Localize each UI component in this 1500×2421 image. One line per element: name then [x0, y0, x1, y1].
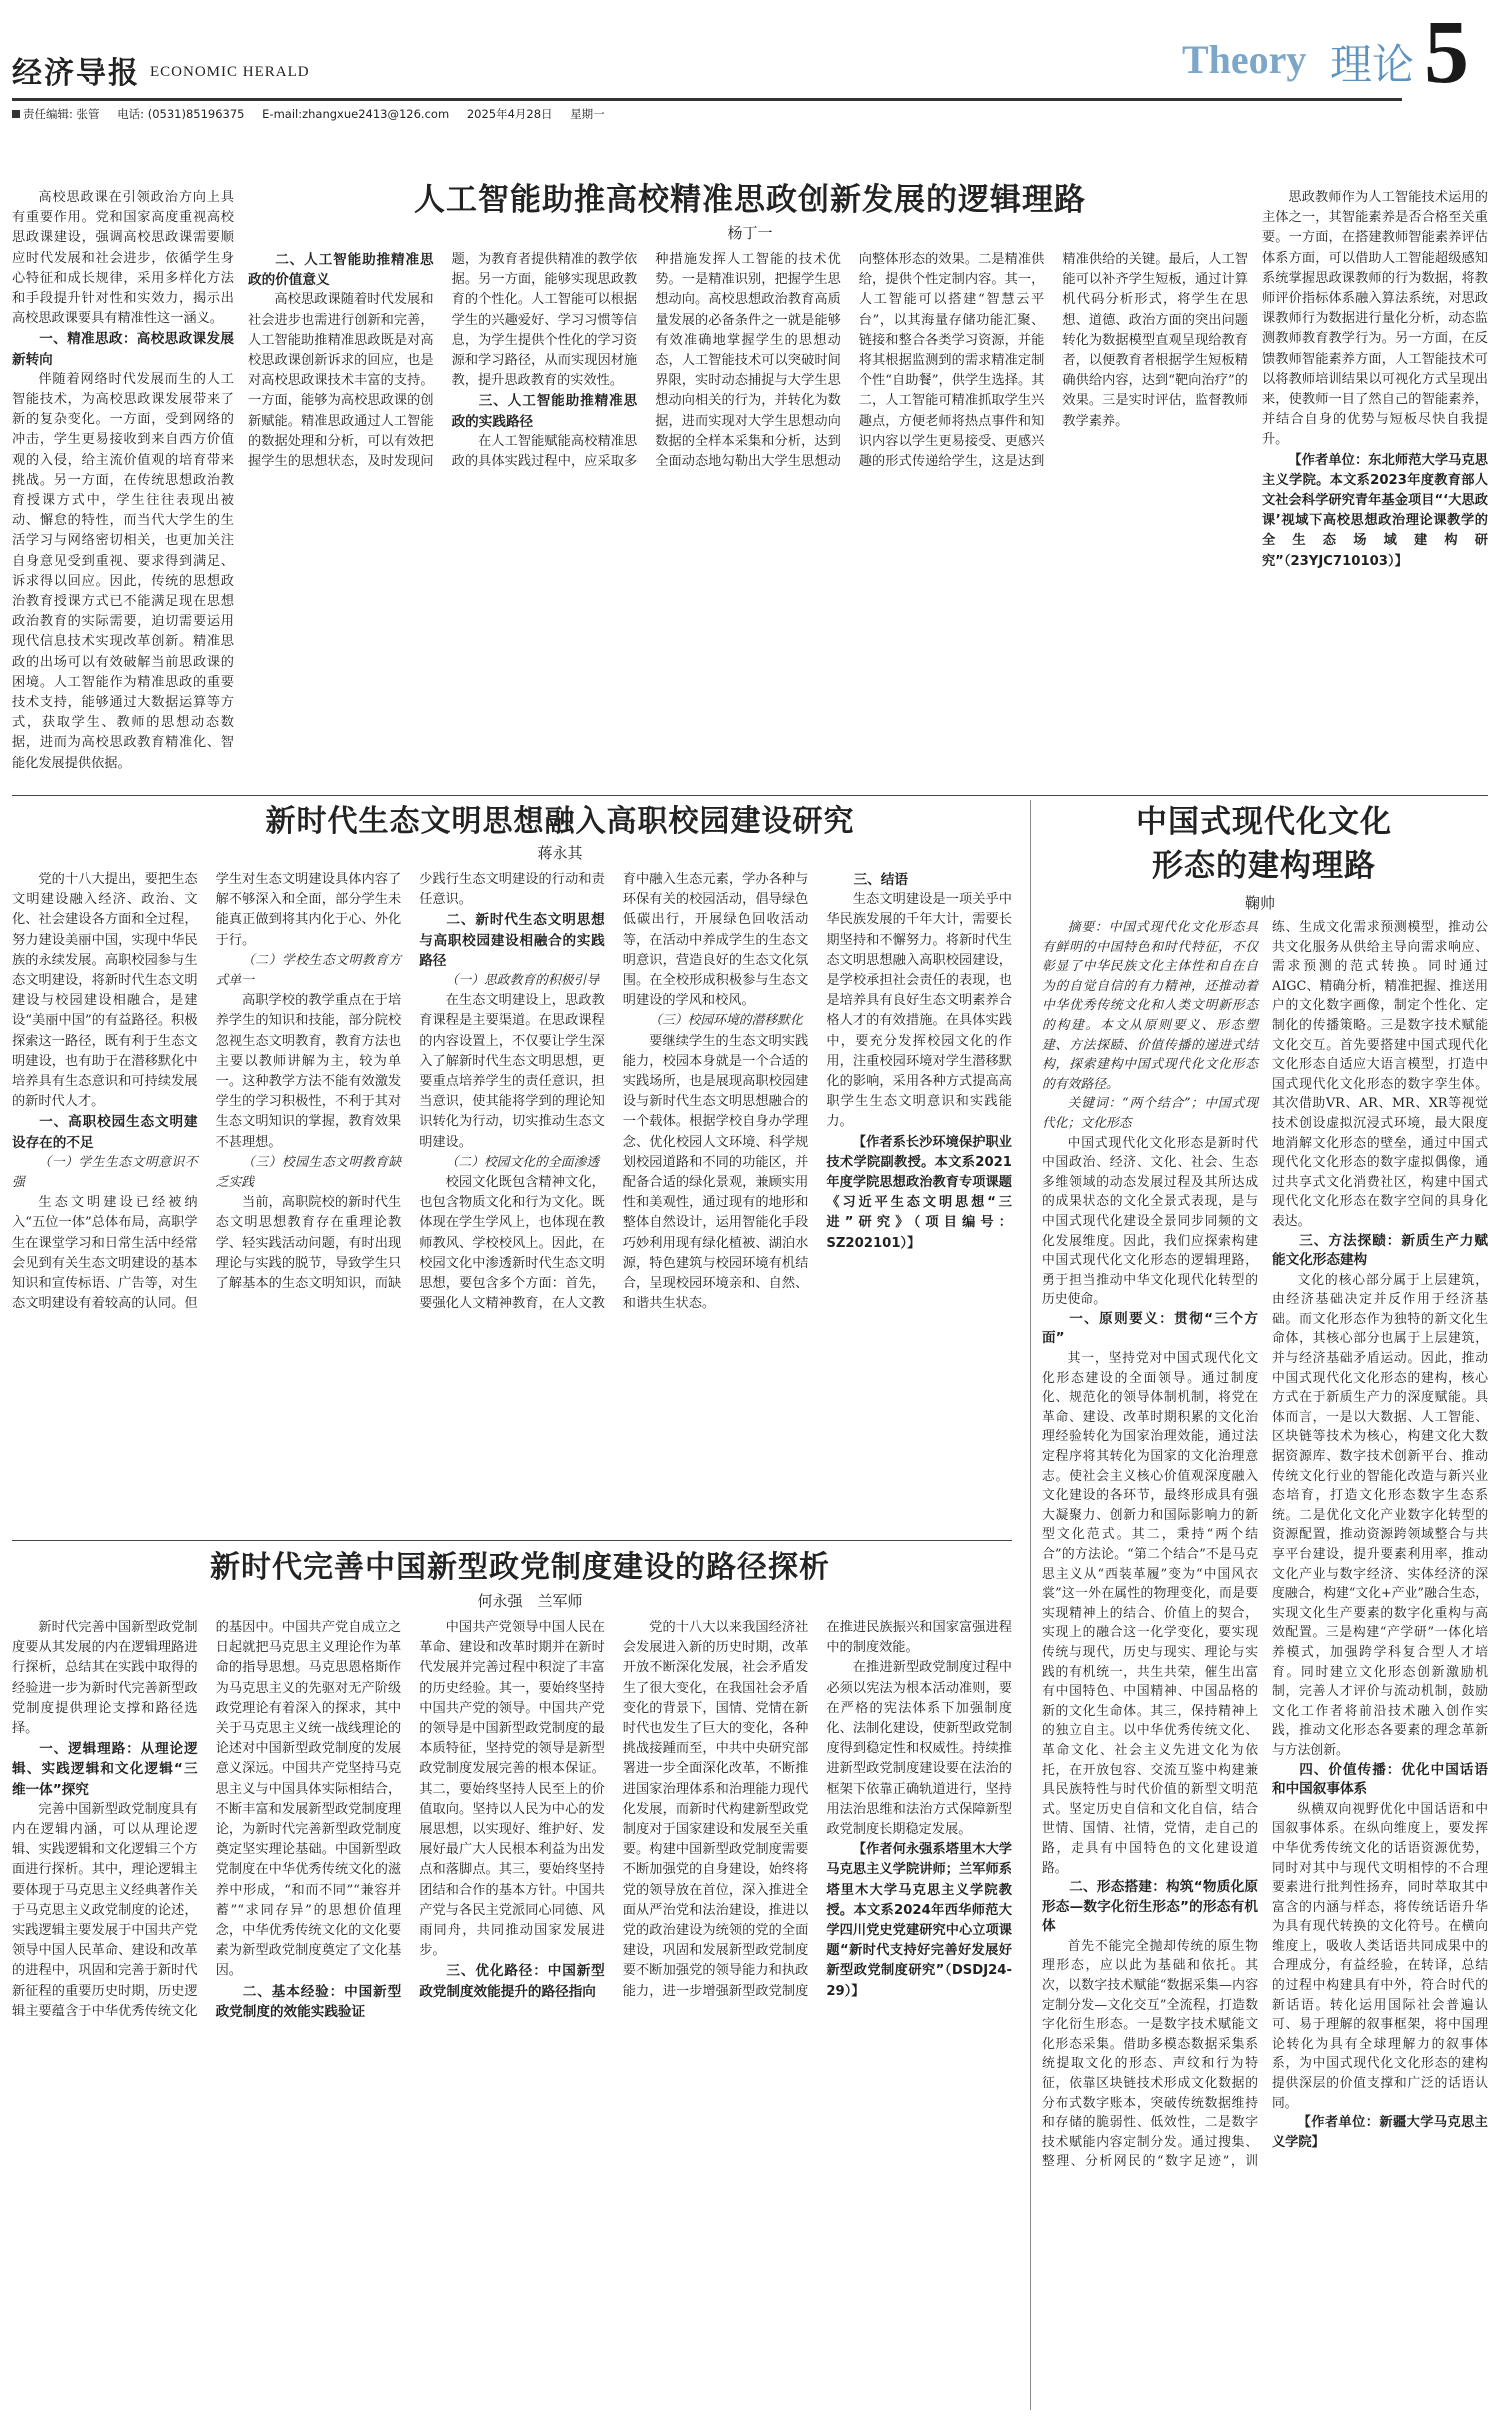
article2-sub6-body: 要继续学生的生态文明实践能力，校园本身就是一个合适的实践场所，也是展现高职校园建设与新时代生态文明思想融合的一个载体。根据学校自身办学理念、优化校园人文环境、科学规划校园道路和不同的功能区，并配备合适的绿化景观，兼顾实用性和美观性，通过现有的地形和整体自然设计，运用智能化手段巧妙利用现有绿化植被、湖泊水源，特色建筑与校园环境有机结合，呈现校园环境亲和、自然、和谐共生状态。 — [622, 1033, 809, 1312]
article3-section2-heading: 二、形态搭建：构筑“物质化原形态—数字化衍生形态”的形态有机体 — [1042, 1879, 1258, 1935]
article3-body — [1042, 918, 1488, 2408]
article3-section2-body: 首先不能完全抛却传统的原生物理形态，应以此为基础和依托。其次，以数字技术赋能“数据采集—内容定制分发—文化交互”全流程，打造数字化衍生形态。一是数字技术赋能文化形态采集。借助多模态数据采集系统提取文化的形态、声纹和行为特征，依靠区块链技术形成文化数据的分布式数字账本，突破传统数据维持和存储的脆弱性、低效性，二是数字技术赋能内容定制分发。通过搜集、整理、分析网民的“数字足迹”，训练、生成文化需求预测模型，推动公共文化服务从供给主导向需求响应、需求预测的范式转换。同时通过AIGC、精确分析，精准把握、推送用户的文化数字画像，制定个性化、定制化的传播策略。三是数字技术赋能文化交互。首先要搭建中国式现代化文化形态自适应大语言模型，打造中国式现代化文化形态的数字孪生体。其次借助VR、AR、MR、XR等视觉技术创设虚拟沉浸式环境，最大限度地消解文化形态的壁垒，通过中国式现代化文化形态的数字虚拟偶像，通过共享式文化消费社区，构建中国式现代化文化形态在数字空间的具身化表达。 — [1042, 920, 1488, 2170]
divider — [12, 1540, 1012, 1541]
article2-section3-heading: 三、结语 — [853, 872, 908, 888]
weekday: 星期一 — [570, 107, 605, 121]
article4-section1-heading: 一、逻辑理路：从理论逻辑、实践逻辑和文化逻辑“三维一体”探究 — [12, 1741, 198, 1798]
article2-sub2-body: 高职学校的教学重点在于培养学生的知识和技能，部分院校忽视生态文明教育，教育方法也主要以教师讲解为主，较为单一。这种教学方法不能有效激发学生的学习积极性，不利于其对生态文明知识的掌握，教育效果不甚理想。 — [215, 993, 402, 1150]
article2-sub1: （一）学生生态文明意识不强 — [12, 1154, 198, 1191]
article3-section4-heading: 四、价值传播：优化中国话语和中国叙事体系 — [1272, 1761, 1488, 1798]
article4-section2-body: 中国共产党领导中国人民在革命、建设和改革时期并在新时代发展并完善过程中积淀了丰富的历史经验。其一，要始终坚持中国共产党的领导。中国共产党的领导是中国新型政党制度的最本质特征，坚持党的领导是新型政党制度发展完善的根本保证。其二，要始终坚持人民至上的价值取向。坚持以人民为中心的发展思想，以实现好、维护好、发展好最广大人民根本利益为出发点和落脚点。其三，要始终坚持团结和合作的基本方针。中国共产党与各民主党派同心同德、风雨同舟，共同推动国家发展进步。 — [419, 1620, 605, 1959]
article1-note: 【作者单位：东北师范大学马克思主义学院。本文系2023年度教育部人文社会科学研究青年基金项目“‘大思政课’视域下高校思想政治理论课教学的全生态场域建构研究”（23YJC710103）】 — [1262, 452, 1488, 569]
article4-author: 何永强 兰军师 — [477, 1592, 583, 1610]
article3-note: 【作者单位：新疆大学马克思主义学院】 — [1272, 2115, 1488, 2150]
article1-section1-body: 伴随着网络时代发展而生的人工智能技术，为高校思政课发展带来了新的复杂变化。一方面，受到网络的冲击，学生更易接收到来自西方价值观的入侵，给主流价值观的培育带来挑战。另一方面，在传统思想政治教育授课方式中，学生往往表现出被动、懈怠的特性，而当代大学生的生活学习与网络密切相关，也更加关注自身意见受到重视、要求得到满足、诉求得以回应。因此，传统的思想政治教育授课方式已不能满足现在思想政治教育的实际需要，迫切需要运用现代信息技术实现改革创新。精准思政的出场可以有效破解当前思政课的困境。人工智能作为精准思政的重要技术支持，能够通过大数据运算等方式，获取学生、教师的思想动态数据，进而为高校思政教育精准化、智能化发展提供依据。 — [12, 371, 234, 771]
article2-section3-body: 生态文明建设是一项关乎中华民族发展的千年大计，需要长期坚持和不懈努力。将新时代生态文明思想融入高职校园建设，是学校承担社会责任的表现，也是培养具有良好生态文明素养合格人才的有效措施。在具体实践中，要充分发挥校园文化的作用，注重校园环境对学生潜移默化的影响，采用各种方式提高高职学生生态文明意识和实践能力。 — [826, 892, 1012, 1130]
article1-col1 — [12, 188, 234, 783]
article3-section3-heading: 三、方法探赜：新质生产力赋能文化形态建构 — [1272, 1232, 1488, 1269]
article1-section3-body: 在人工智能赋能高校精准思政的具体实践过程中，应采取多种措施发挥人工智能的技术优势。一是精准识别，把握学生思想动向。高校思想政治教育高质量发展的必备条件之一就是能够有效准确地掌握学生的思想动态，人工智能技术可以突破时间界限，实时动态捕捉与大学生思想动向相关的行为，并转化为数据，进而实现对大学生思想动向数据的全样本采集和分析，达到全面动态地勾勒出大学生思想动向整体形态的效果。二是精准供给，提供个性定制内容。其一，人工智能可以搭建“智慧云平台”，以其海量存储功能汇聚、链接和整合各类学习资源，并能将其根据监测到的需求精准定制个性“自助餐”，供学生选择。其二，人工智能可精准抓取学生兴趣点，方便老师将热点事件和知识内容以学生更易接受、更感兴趣的形式传递给学生，这是达到精准供给的关键。最后，人工智能可以补齐学生短板，通过计算机代码分析形式，将学生在思想、道德、政治方面的突出问题转化为数据模型直观呈现给教育者，以便教育者根据学生短板精确供给内容，达到“靶向治疗”的效果。三是实时评估，监督教师教学素养。 — [451, 252, 1248, 470]
divider — [12, 795, 1488, 796]
article2-sub5-body: 校园文化既包含精神文化，也包含物质文化和行为文化。既体现在学生学风上，也体现在教师教风、学校校风上。因此，在校园文化中渗透新时代生态文明思想，要包含多个方面：首先，要强化人文精神教育，在人文教育中融入生态元素，学办各种与环保有关的校园活动，倡导绿色低碳出行，开展绿色回收活动等，在活动中养成学生的生态文明意识，营造良好的生态文化氛围。在全校形成积极参与生态文明建设的学风和校风。 — [419, 872, 809, 1312]
article2-sub4: （一）思政教育的积极引导 — [445, 973, 600, 989]
article1-title: 人工智能助推高校精准思政创新发展的逻辑理路 — [414, 182, 1086, 218]
article1-section2-heading: 二、人工智能助推精准思政的价值意义 — [248, 252, 434, 289]
article2-author: 蒋永其 — [537, 844, 583, 862]
article2-sub5: （二）校园文化的全面渗透 — [445, 1154, 600, 1170]
article3-section1-heading: 一、原则要义：贯彻“三个方面” — [1042, 1310, 1258, 1347]
article2-body — [12, 870, 1012, 1530]
article4-section3-heading: 三、优化路径：中国新型政党制度效能提升的路径指向 — [419, 1963, 605, 2000]
article2-section1-heading: 一、高职校园生态文明建设存在的不足 — [12, 1114, 198, 1151]
article2-title: 新时代生态文明思想融入高职校园建设研究 — [265, 804, 855, 839]
article4-body — [12, 1618, 1012, 2408]
article2-note: 【作者系长沙环境保护职业技术学院副教授。本文系2021年度学院思想政治教育专项课题《习近平生态文明思想“三进”研究》（项目编号：SZ202101）】 — [826, 1134, 1012, 1251]
column-divider — [1030, 800, 1031, 2410]
email: E-mail:zhangxue2413@126.com — [262, 107, 450, 121]
article4-lead: 新时代完善中国新型政党制度要从其发展的内在逻辑理路进行探析，总结其在实践中取得的经验进一步为新时代完善新型政党制度提供理论支撑和路径选择。 — [12, 1620, 198, 1737]
masthead-rule — [12, 98, 1402, 101]
article2-lead: 党的十八大提出，要把生态文明建设融入经济、政治、文化、社会建设各方面和全过程，努力建设美丽中国，实现中华民族的永续发展。高职校园参与生态文明建设，将新时代生态文明建设与校园建设相融合，是建设“美丽中国”的有益路径。积极探索这一路径，既有利于生态文明建设，也有助于在潜移默化中培养具有生态意识和可持续发展的新时代人才。 — [12, 872, 198, 1110]
masthead — [12, 3, 1488, 126]
article2-sub6: （三）校园环境的潜移默化 — [649, 1013, 803, 1029]
section-title-cn: 理论 — [1330, 40, 1415, 89]
article1-section2-body: 高校思政课随着时代发展和社会进步也需进行创新和完善，人工智能助推精准思政既是对高校思政课创新诉求的回应，也是对高校思政课技术丰富的支持。一方面，能够为高校思政课的创新赋能。精准思政通过人工智能的数据处理和分析，可以有效把握学生的思想状态，及时发现问题，为教育者提供精准的教学依据。另一方面，能够实现思政教育的个性化。人工智能可以根据学生的兴趣爱好、学习习惯等信息，为学生提供个性化的学习资源和学习路径，从而实现因材施教，提升思政教育的实效性。 — [248, 252, 638, 470]
article3-section3-body: 文化的核心部分属于上层建筑，由经济基础决定并反作用于经济基础。而文化形态作为独特的新文化生命体，其核心部分也属于上层建筑，并与经济基础矛盾运动。因此，推动中国式现代化文化形态的建构，核心方式在于新质生产力的深度赋能。具体而言，一是以大数据、人工智能、区块链等技术为核心，构建文化大数据资源库、数字技术创新平台、推动传统文化行业的智能化改造与新兴业态培育，打造文化形态数字生态系统。二是优化文化产业数字化转型的资源配置，推动资源跨领域整合与共享平台建设，提升要素利用率，推动文化产业与数字经济、实体经济的深度融合，构建“文化+产业”融合生态，实现文化生产要素的数字化重构与高效配置。三是构建“产学研”一体化培养模式，加强跨学科复合型人才培育。同时建立文化形态创新激励机制，完善人才评价与流动机制，鼓励文化工作者将前沿技术融入创作实践，推动文化形态各要素的理念革新与方法创新。 — [1272, 1272, 1488, 1758]
article1-section3-cont: 思政教师作为人工智能技术运用的主体之一，其智能素养是否合格至关重要。一方面，在搭建教师智能素养评估体系方面，可以借助人工智能超级感知系统掌握思政课教师的行为数据，将教师评价指标体系融入算法系统，对思政课教师行为数据进行量化分析，动态监测教师教育教学行为。另一方面，在反馈教师智能素养方面，人工智能技术可以将教师培训结果以可视化方式呈现出来，使教师一目了然自己的智能素养，并结合自身的优势与短板尽快自我提升。 — [1262, 190, 1488, 448]
article1-lead: 高校思政课在引领政治方向上具有重要作用。党和国家高度重视高校思政课建设，强调高校思政课需要顺应时代发展和社会进步，依循学生身心特征和成长规律，采用多样化方法和手段提升针对性和实效力，揭示出高校思政课要具有精准性这一涵义。 — [12, 190, 234, 327]
article3-title-line1: 中国式现代化文化 — [1136, 804, 1392, 840]
article4-note: 【作者何永强系塔里木大学马克思主义学院讲师；兰军师系塔里木大学马克思主义学院教授。本文系2024年西华师范大学四川党史党建研究中心立项课题“新时代支持好完善好发展好新型政党制度研究”（DSDJ24-29）】 — [826, 1842, 1012, 1999]
article1-section1-heading: 一、精准思政：高校思政课发展新转向 — [12, 331, 234, 368]
article3-keywords: 关键词：“两个结合”；中国式现代化；文化形态 — [1042, 1096, 1258, 1131]
article4-section1-body: 完善中国新型政党制度具有内在逻辑内涵，可以从理论逻辑、实践逻辑和文化逻辑三个方面进行探析。其中，理论逻辑主要体现于马克思主义经典著作关于马克思主义政党制度的论述，实践逻辑主要发展于中国共产党领导中国人民革命、建设和改革的进程中，巩固和完善于新时代新征程的重要历史时期，历史逻辑主要蕴含于中华优秀传统文化的基因中。中国共产党自成立之日起就把马克思主义理论作为革命的指导思想。马克思恩格斯作为马克思主义的先驱对无产阶级政党理论有着深入的探求，其中关于马克思主义统一战线理论的论述对中国新型政党制度的发展意义深远。中国共产党坚持马克思主义与中国具体实际相结合，不断丰富和发展新型政党制度理论，为新时代完善新型政党制度奠定坚实理论基础。中国新型政党制度在中华优秀传统文化的滋养中形成，“和而不同”“兼容并蓄”“求同存异”的思想价值理念，中华优秀传统文化的文化要素为新型政党制度奠定了文化基因。 — [12, 1620, 402, 2019]
article2-section2-heading: 二、新时代生态文明思想与高职校园建设相融合的实践路径 — [419, 912, 605, 969]
article1-section3-heading: 三、人工智能助推精准思政的实践路径 — [451, 393, 638, 430]
article3-intro: 中国式现代化文化形态是新时代中国政治、经济、文化、社会、生态多维领域的动态发展过程及其所达成的成果状态的文化全景式表现，是与中国式现代化建设全景同步同频的文化发展维度。因此，我们应探索构建中国式现代化文化形态的逻辑理路，勇于担当推动中华文化现代化转型的历史使命。 — [1042, 1135, 1258, 1308]
article3-section4-body: 纵横双向视野优化中国话语和中国叙事体系。在纵向维度上，要发挥中华优秀传统文化的话语资源优势，同时对其中与现代文明相悖的不合理要素进行批判性扬弃，同时萃取其中富含的内涵与样态，将传统话语升华为具有现代转换的文化符号。在横向维度上，吸收人类话语共同成果中的合理成分，有益经验，在转译，总结的过程中构建具有中外，符合时代的新话语。转化运用国际社会普遍认可、易于理解的叙事框架，将中国理论转化为具有全球理解力的叙事体系，为中国式现代化文化形态的建构提供深层的价值支撑和广泛的话语认同。 — [1272, 1801, 1488, 2111]
article1-col-last — [1262, 188, 1488, 783]
article2-sub4-body: 在生态文明建设上，思政教育课程是主要渠道。在思政课程的内容设置上，不仅要让学生深入了解新时代生态文明思想，更要重点培养学生的责任意识，担当意识，使其能将学到的理论知识转化为行动，切实推动生态文明建设。 — [419, 993, 605, 1150]
section-title-en: Theory — [1182, 37, 1307, 82]
masthead-info — [12, 106, 619, 122]
article4-section2-heading: 二、基本经验：中国新型政党制度的效能实践验证 — [215, 1983, 402, 2020]
article1-author: 杨丁一 — [727, 224, 773, 242]
article4-section3-body: 党的十八大以来我国经济社会发展进入新的历史时期，改革开放不断深化发展，社会矛盾发生了很大变化，在我国社会矛盾变化的背景下，国情、党情在新时代也发生了巨大的变化，各种挑战接踵而至，中共中央研究部署进一步全面深化改革，不断推进国家治理体系和治理能力现代化发展，而新时代构建新型政党制度对于国家建设和发展至关重要。构建中国新型政党制度需要不断加强党的自身建设，始终将党的领导放在首位，深入推进全面从严治党和法治建设，推进以党的政治建设为统领的党的全面建设，巩固和发展新型政党制度要不断加强党的领导能力和执政能力，进一步增强新型政党制度在推进民族振兴和国家富强进程中的制度效能。 — [622, 1620, 1012, 1999]
article3-section1-body: 其一，坚持党对中国式现代化文化形态建设的全面领导。通过制度化、规范化的领导体制机制，将党在革命、建设、改革时期积累的文化治理经验转化为国家治理效能，通过法定程序将其转化为国家的文化治理意志。使社会主义核心价值观深度融入文化建设的各环节，最终形成具有强大凝聚力、创新力和国际影响力的新型文化范式。其二，秉持“两个结合”的方法论。“第二个结合”不是马克思主义从“西装革履”变为“中国风衣裳”这一外在属性的物理变化，而是要实现精神上的结合、价值上的契合，实现上的融合这一化学变化，要实现传统与现代，历史与现实、理论与实践的有机统一，共生共荣，催生出富有中国特色、中国精神、中国品格的新的文化生命体。其三，保持精神上的独立自主。以中华优秀传统文化、革命文化、社会主义先进文化为依托，在开放包容、交流互鉴中构建兼具民族特性与时代价值的新型文明范式。坚定历史自信和文化自信，结合世情、国情、社情，党情，走自己的路，走具有中国特色的文化建设道路。 — [1042, 1351, 1258, 1876]
article3-author: 鞠帅 — [1244, 894, 1275, 912]
article4-title: 新时代完善中国新型政党制度建设的路径探析 — [210, 1550, 830, 1585]
article2-sub3: （三）校园生态文明教育缺乏实践 — [215, 1154, 402, 1191]
editor: 责任编辑: 张管 — [23, 107, 100, 121]
article3-title-line2: 形态的建构理路 — [1152, 848, 1376, 884]
paper-title-en: ECONOMIC HERALD — [150, 64, 310, 80]
phone: 电话: (0531)85196375 — [117, 107, 245, 121]
article2-sub3-body: 当前，高职院校的新时代生态文明思想教育存在重理论教学、轻实践活动问题，有时出现理论与实践的脱节，导致学生只了解基本的生态文明知识，而缺少践行生态文明建设的行动和责任意识。 — [215, 872, 605, 1292]
date: 2025年4月28日 — [466, 107, 553, 121]
bullet-square-icon — [12, 110, 20, 118]
page-number: 5 — [1424, 3, 1469, 102]
article4-section3-body2: 在推进新型政党制度过程中必须以宪法为根本活动准则，要在严格的宪法体系下加强制度化、法制化建设，使新型政党制度得到稳定性和权威性。持续推进新型政党制度建设要在法治的框架下依靠正确轨道进行，坚持用法治思维和法治方式保障新型政党制度长期稳定发展。 — [826, 1660, 1012, 1838]
article2-sub1-body: 生态文明建设已经被纳入“五位一体”总体布局，高职学生在课堂学习和日常生活中经常会见到有关生态文明建设的基本知识和宣传标语、广告等，对生态文明建设有着较高的认同。但学生对生态文明建设具体内容了解不够深入和全面，部分学生未能真正做到将其内化于心、外化于行。 — [12, 872, 402, 1312]
paper-title: 经济导报 — [12, 56, 140, 91]
article1-body — [248, 250, 1248, 783]
article3-abstract: 摘要：中国式现代化文化形态具有鲜明的中国特色和时代特征，不仅彰显了中华民族文化主体性和自在自为的自觉自信的有力精神，还推动着中华优秀传统文化和人类文明新形态的构建。本文从原则要义、形态塑建、方法探赜、价值传播的递进式结构，探索建构中国式现代化文化形态的有效路径。 — [1042, 920, 1258, 1092]
article2-sub2: （二）学校生态文明教育方式单一 — [215, 952, 402, 989]
